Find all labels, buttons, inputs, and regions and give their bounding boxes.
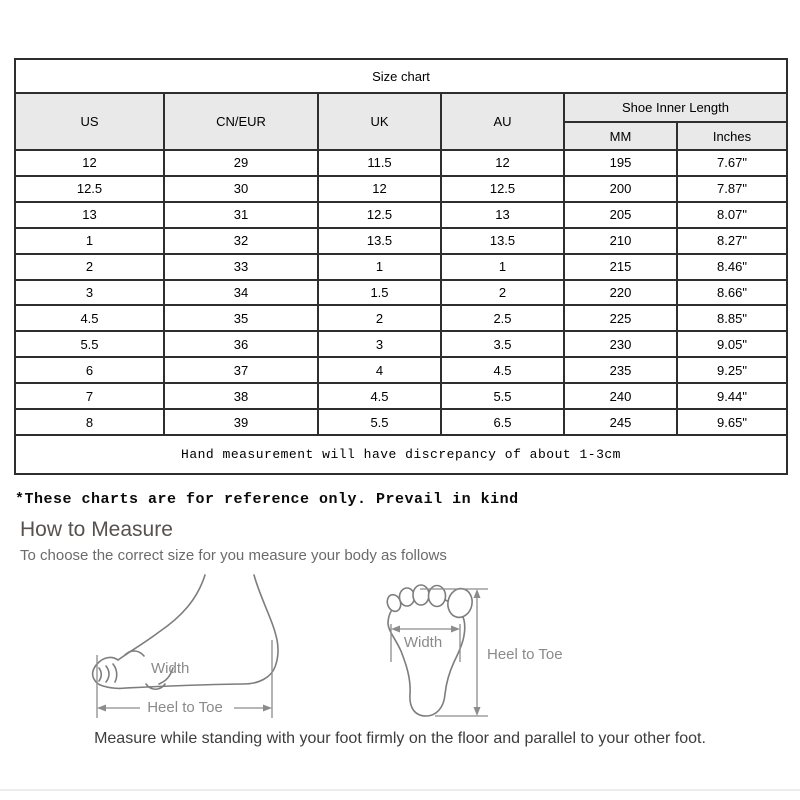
column-header-au: AU [441,93,564,150]
size-cell: 200 [564,176,677,202]
table-row [15,331,787,357]
size-cell: 3.5 [441,331,564,357]
size-cell: 8.27" [677,228,787,254]
table-row [15,228,787,254]
size-cell: 220 [564,280,677,306]
size-cell: 2 [318,305,441,331]
size-cell: 32 [164,228,318,254]
size-cell: 11.5 [318,150,441,176]
size-cell: 6 [15,357,164,383]
size-cell: 12 [15,150,164,176]
size-cell: 4 [318,357,441,383]
size-cell: 195 [564,150,677,176]
size-cell: 8.07" [677,202,787,228]
table-title: Size chart [15,59,787,93]
size-cell: 5.5 [15,331,164,357]
table-body [15,150,787,435]
size-cell: 2 [441,280,564,306]
column-header-cn-eur: CN/EUR [164,93,318,150]
size-cell: 6.5 [441,409,564,435]
reference-note: *These charts are for reference only. Prevail in kind [15,491,519,508]
top-heel-to-toe-label: Heel to Toe [487,646,563,663]
size-cell: 2.5 [441,305,564,331]
size-cell: 12.5 [318,202,441,228]
table-header-row [15,93,787,122]
size-cell: 13 [441,202,564,228]
size-cell: 12.5 [15,176,164,202]
size-cell: 9.25" [677,357,787,383]
table-row [15,280,787,306]
size-cell: 8.66" [677,280,787,306]
size-cell: 230 [564,331,677,357]
size-cell: 31 [164,202,318,228]
column-header-inner-length: Shoe Inner Length [564,93,787,122]
foot-top-view-diagram [375,572,605,727]
table-row [15,150,787,176]
size-cell: 1.5 [318,280,441,306]
measuring-instruction: Measure while standing with your foot firmly on the floor and parallel to your other foot. [94,730,706,747]
size-cell: 7 [15,383,164,409]
how-to-measure-heading: How to Measure [20,518,173,541]
size-cell: 4.5 [15,305,164,331]
size-cell: 13.5 [441,228,564,254]
size-cell: 210 [564,228,677,254]
column-header-us: US [15,93,164,150]
size-cell: 30 [164,176,318,202]
size-cell: 7.67" [677,150,787,176]
size-cell: 215 [564,254,677,280]
size-cell: 7.87" [677,176,787,202]
table-footnote: Hand measurement will have discrepancy of about 1-3cm [15,435,787,474]
size-cell: 34 [164,280,318,306]
size-cell: 4.5 [441,357,564,383]
size-cell: 12.5 [441,176,564,202]
size-cell: 36 [164,331,318,357]
size-cell: 8 [15,409,164,435]
size-chart-table [14,58,788,475]
column-header-mm: MM [564,122,677,150]
bottom-divider [0,789,800,791]
size-cell: 235 [564,357,677,383]
side-heel-to-toe-label: Heel to Toe [147,699,223,716]
size-cell: 8.85" [677,305,787,331]
table-row [15,202,787,228]
size-cell: 37 [164,357,318,383]
size-cell: 225 [564,305,677,331]
table-title-row [15,59,787,93]
size-cell: 205 [564,202,677,228]
size-cell: 1 [318,254,441,280]
size-cell: 12 [318,176,441,202]
size-cell: 1 [441,254,564,280]
size-cell: 240 [564,383,677,409]
how-to-measure-subheading: To choose the correct size for you measure your body as follows [20,547,447,564]
table-row [15,305,787,331]
size-cell: 2 [15,254,164,280]
table-row [15,254,787,280]
table-row [15,357,787,383]
column-header-inches: Inches [677,122,787,150]
size-cell: 39 [164,409,318,435]
table-row [15,383,787,409]
size-cell: 3 [15,280,164,306]
size-cell: 5.5 [441,383,564,409]
size-cell: 13 [15,202,164,228]
size-cell: 9.65" [677,409,787,435]
top-width-label: Width [403,634,443,651]
size-cell: 38 [164,383,318,409]
size-cell: 13.5 [318,228,441,254]
size-cell: 245 [564,409,677,435]
table-footnote-row [15,435,787,474]
size-cell: 9.05" [677,331,787,357]
size-cell: 4.5 [318,383,441,409]
column-header-uk: UK [318,93,441,150]
size-cell: 3 [318,331,441,357]
size-cell: 12 [441,150,564,176]
size-cell: 29 [164,150,318,176]
size-cell: 1 [15,228,164,254]
table-row [15,409,787,435]
foot-side-view-diagram [85,572,310,722]
size-cell: 35 [164,305,318,331]
size-cell: 8.46" [677,254,787,280]
size-cell: 5.5 [318,409,441,435]
table-row [15,176,787,202]
side-width-label: Width [151,660,190,677]
size-cell: 33 [164,254,318,280]
size-cell: 9.44" [677,383,787,409]
